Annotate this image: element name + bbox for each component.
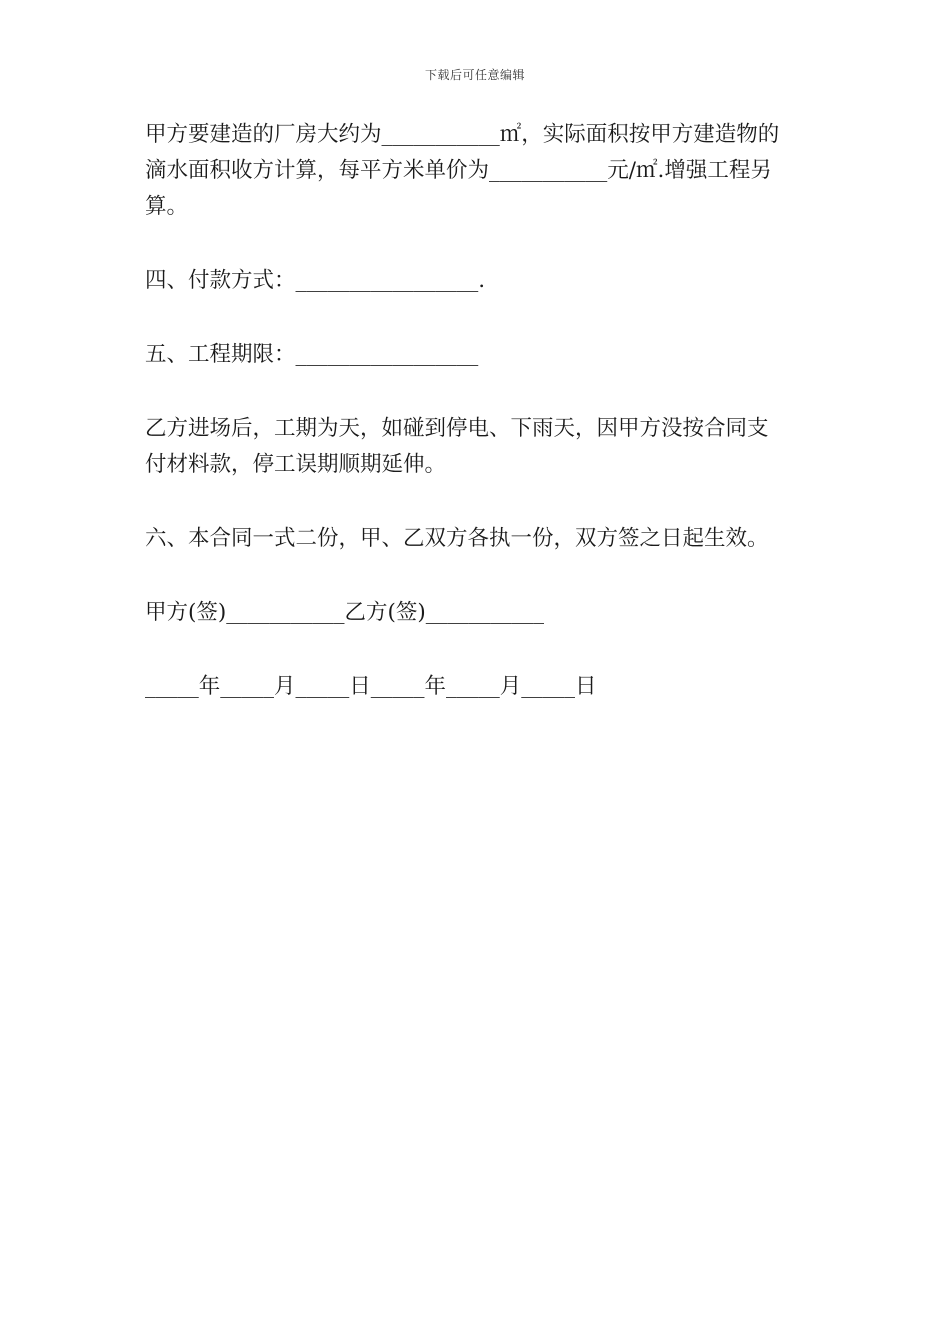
price-line-1: 甲方要建造的厂房大约为___________㎡，实际面积按甲方建造物的 [145, 122, 780, 147]
document-body [145, 117, 810, 743]
price-line-2: 滴水面积收方计算，每平方米单价为___________元/㎡.增强工程另 [145, 158, 772, 183]
construction-period-paragraph [145, 411, 810, 483]
construction-period-line-1: 乙方进场后，工期为天，如碰到停电、下雨天，因甲方没按合同支 [145, 416, 769, 441]
page-header: 下载后可任意编辑 [424, 68, 525, 82]
date-text: _____年_____月_____日_____年_____月_____日 [145, 674, 597, 699]
payment-method-clause [145, 263, 810, 299]
date-line [145, 669, 810, 705]
price-line-3: 算。 [145, 194, 189, 219]
construction-period-line-2: 付材料款，停工误期顺期延伸。 [145, 452, 447, 477]
copies-clause [145, 521, 810, 557]
payment-method-line: 四、付款方式：_________________. [145, 268, 486, 293]
signature-line [145, 595, 810, 631]
copies-line: 六、本合同一式二份，甲、乙双方各执一份，双方签之日起生效。 [145, 526, 769, 551]
price-paragraph [145, 117, 810, 225]
signature-text: 甲方(签)___________乙方(签)___________ [145, 600, 545, 625]
project-duration-line: 五、工程期限：_________________ [145, 342, 479, 367]
project-duration-clause [145, 337, 810, 373]
